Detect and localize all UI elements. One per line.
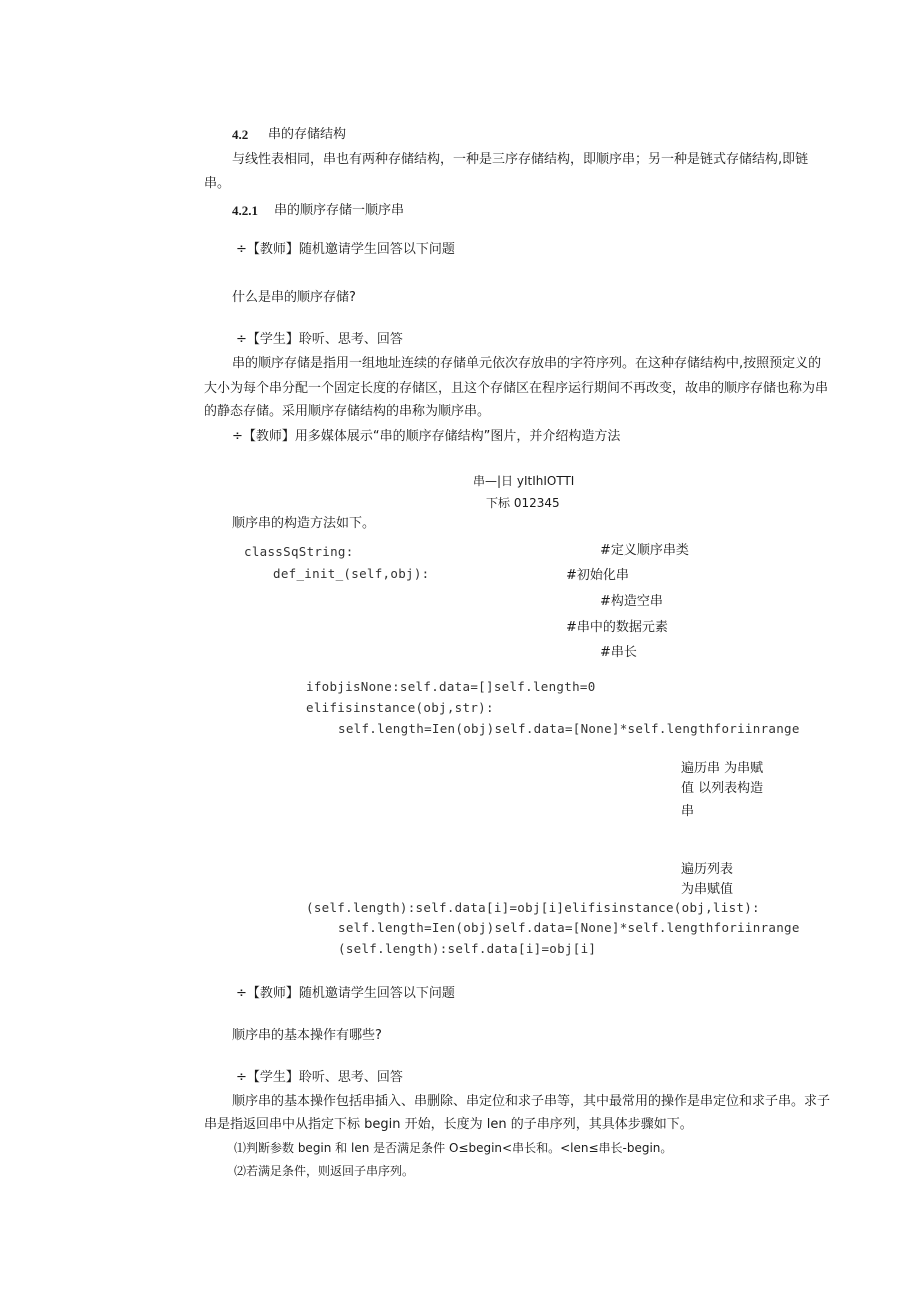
code-comment-empty: #构造空串 <box>600 594 663 609</box>
section-title: 串的存储结构 <box>268 127 347 142</box>
code-comment-length: #串长 <box>600 645 637 660</box>
figure-string-row: 串—|日 yItIhIOTTI <box>473 474 575 488</box>
code-line-str-assign: self.length=Ien(obj)self.data=[None]*self.lengthforiinrange <box>338 721 800 736</box>
intro-text-line2: 串。 <box>204 176 231 191</box>
construct-intro: 顺序串的构造方法如下。 <box>232 516 376 531</box>
answer-1-line2: 大小为每个串分配一个固定长度的存储区，且这个存储区在程序运行期间不再改变，故串的顺序存储也称为串 <box>204 381 829 396</box>
code-line-list-assign: self.length=Ien(obj)self.data=[None]*self.lengthforiinrange <box>338 920 800 935</box>
code-comment-data: #串中的数据元素 <box>566 620 668 635</box>
student-response-2: ÷【学生】聆听、思考、回答 <box>236 1070 403 1085</box>
figure-index-row: 下标 012345 <box>486 496 560 510</box>
teacher-prompt-3: ÷【教师】随机邀请学生回答以下问题 <box>236 986 455 1001</box>
answer-2-line1: 顺序串的基本操作包括串插入、串删除、串定位和求子串等，其中最常用的操作是串定位和求子串。求子 <box>232 1094 831 1109</box>
code-line-elif-str: elifisinstance(obj,str): <box>306 700 494 715</box>
code-comment-init: #初始化串 <box>566 568 629 583</box>
code-line-loop-str: (self.length):self.data[i]=obj[i]elifisinstance(obj,list): <box>306 900 760 915</box>
code-comment-class: #定义顺序串类 <box>600 543 689 558</box>
answer-1-line3: 的静态存储。采用顺序存储结构的串称为顺序串。 <box>204 404 491 419</box>
question-2: 顺序串的基本操作有哪些? <box>232 1028 382 1043</box>
teacher-prompt-1: ÷【教师】随机邀请学生回答以下问题 <box>236 242 455 257</box>
intro-text-line1: 与线性表相同，串也有两种存储结构，一种是三序存储结构，即顺序串；另一种是链式存储结构,即链 <box>232 152 809 167</box>
answer-2-line2: 串是指返回串中从指定下标 begin 开始，长度为 len 的子串序列，其具体步骤如下。 <box>204 1117 693 1132</box>
code-line-init: def_init_(self,obj): <box>273 566 430 581</box>
subsection-title: 串的顺序存储一顺序串 <box>274 203 405 218</box>
code-note-traverse-2: 值 以列表构造 <box>681 781 764 796</box>
step-2: ⑵若满足条件，则返回子串序列。 <box>234 1164 415 1178</box>
code-line-class: classSqString: <box>244 544 354 559</box>
code-note-list-1: 遍历列表 <box>681 862 734 877</box>
question-1: 什么是串的顺序存储? <box>232 290 356 305</box>
code-note-list-2: 为串赋值 <box>681 882 734 897</box>
code-line-loop-list: (self.length):self.data[i]=obj[i] <box>338 941 597 956</box>
section-number: 4.2 <box>232 127 249 142</box>
code-note-traverse-1: 遍历串 为串赋 <box>681 761 764 776</box>
code-note-traverse-3: 串 <box>681 804 695 819</box>
subsection-number: 4.2.1 <box>232 203 258 218</box>
answer-1-line1: 串的顺序存储是指用一组地址连续的存储单元依次存放串的字符序列。在这种存储结构中,按照预定义的 <box>232 356 822 371</box>
student-response-1: ÷【学生】聆听、思考、回答 <box>236 332 403 347</box>
teacher-prompt-2: ÷【教师】用多媒体展示“串的顺序存储结构”图片，并介绍构造方法 <box>232 429 621 444</box>
code-line-if-none: ifobjisNone:self.data=[]self.length=0 <box>306 679 596 694</box>
step-1: ⑴判断参数 begin 和 len 是否满足条件 O≤begin<串长和。<len≤串长-begin。 <box>234 1141 673 1155</box>
